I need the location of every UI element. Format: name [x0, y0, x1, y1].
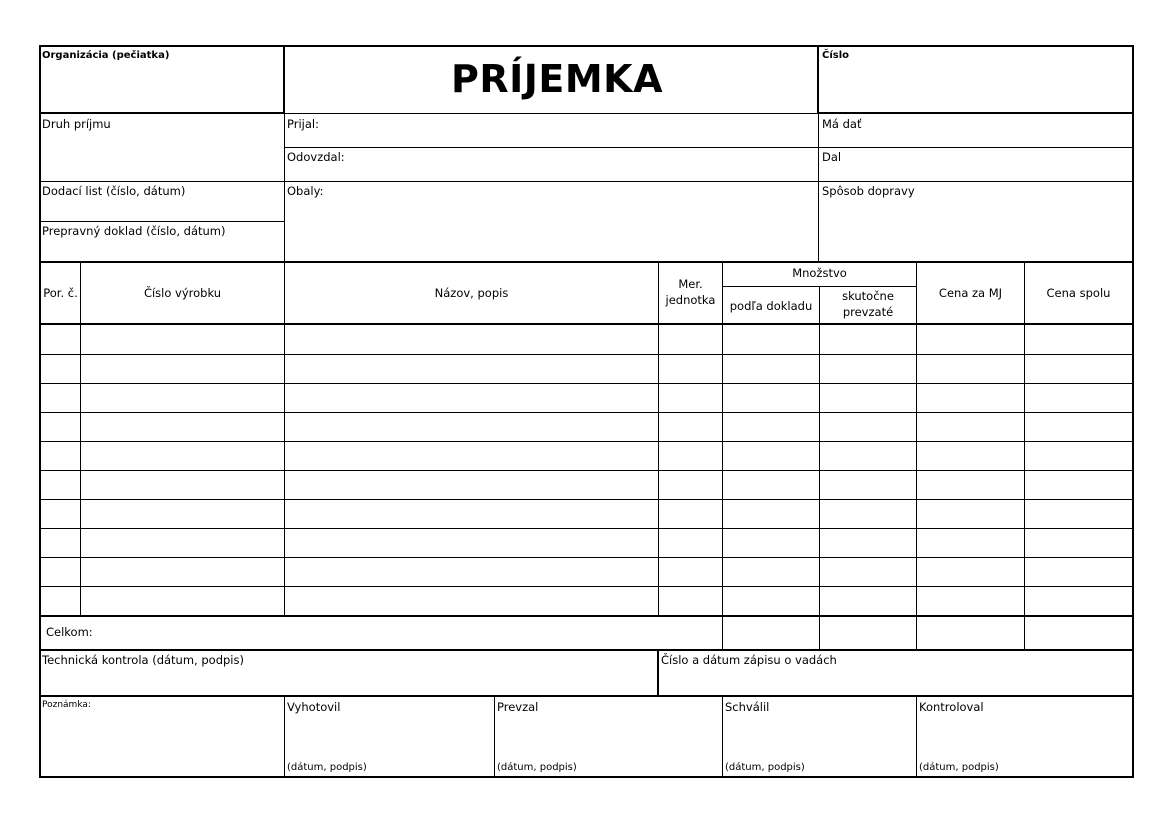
approved-date-sign: (dátum, podpis)	[725, 762, 805, 773]
receipt-form	[39, 45, 1134, 778]
transport-doc-label: Prepravný doklad (číslo, dátum)	[42, 224, 226, 238]
received-label: Prevzal	[497, 700, 539, 714]
table-header-bottom	[39, 323, 1134, 325]
col-header-unit-line2: jednotka	[665, 293, 716, 307]
table-row	[39, 354, 1134, 355]
tech-control-label: Technická kontrola (dátum, podpis)	[42, 653, 244, 667]
header-col-b	[818, 114, 819, 262]
table-row	[39, 557, 1134, 558]
credit-label: Dal	[822, 150, 842, 164]
col-3	[658, 263, 659, 616]
col-header-row-no: Por. č.	[43, 286, 78, 300]
number-box-left	[817, 45, 819, 114]
organization-label: Organizácia (pečiatka)	[42, 50, 170, 61]
col-header-unit-price: Cena za MJ	[938, 286, 1003, 300]
org-box-right	[283, 45, 285, 114]
header-line-4	[39, 221, 285, 222]
defect-record-label: Číslo a dátum zápisu o vadách	[661, 653, 837, 667]
packaging-label: Obaly:	[287, 184, 324, 198]
debit-label: Má dať	[822, 117, 862, 131]
page-title: PRÍJEMKA	[451, 57, 664, 101]
col-header-quantity: Množstvo	[792, 266, 847, 280]
col-2	[284, 263, 285, 616]
col-7	[1024, 263, 1025, 651]
prepared-label: Vyhotovil	[287, 700, 341, 714]
sign-col-4	[916, 697, 917, 776]
col-header-unit-line1: Mer.	[678, 277, 703, 291]
handed-by-label: Odovzdal:	[287, 150, 345, 164]
col-header-qty-actual	[820, 288, 916, 320]
table-row	[39, 470, 1134, 471]
note-label: Poznámka:	[42, 700, 91, 710]
header-line-1	[285, 113, 817, 114]
table-row	[39, 528, 1134, 529]
col-1	[80, 263, 81, 616]
receipt-type-label: Druh príjmu	[42, 117, 111, 131]
col-header-total-price: Cena spolu	[1046, 286, 1111, 300]
col-header-qty-doc: podľa dokladu	[729, 299, 813, 313]
header-col-a	[284, 114, 285, 262]
defect-box-left	[657, 651, 659, 696]
table-row	[39, 499, 1134, 500]
frame-bottom	[39, 776, 1134, 778]
header-line-3	[39, 181, 1134, 182]
delivery-note-label: Dodací list (číslo, dátum)	[42, 184, 186, 198]
org-box-bottom	[39, 112, 285, 114]
number-label: Číslo	[822, 50, 850, 61]
total-row-bottom	[39, 649, 1134, 651]
header-line-2	[285, 147, 1134, 148]
table-row	[39, 586, 1134, 587]
table-top	[39, 261, 1134, 263]
col-6	[916, 263, 917, 651]
col-header-product-no: Číslo výrobku	[143, 286, 222, 300]
table-body-bottom	[39, 615, 1134, 617]
table-row	[39, 412, 1134, 413]
col-header-qty-actual-line1: skutočne	[842, 289, 894, 303]
table-row	[39, 383, 1134, 384]
transport-mode-label: Spôsob dopravy	[822, 184, 915, 198]
checked-date-sign: (dátum, podpis)	[919, 762, 999, 773]
table-row	[39, 441, 1134, 442]
col-5	[819, 286, 820, 651]
number-box-bottom	[817, 112, 1134, 114]
received-by-label: Prijal:	[287, 117, 319, 131]
total-label: Celkom:	[46, 625, 93, 639]
col-header-unit	[659, 276, 722, 308]
sign-col-2	[494, 697, 495, 776]
sign-col-3	[722, 697, 723, 776]
col-header-name: Názov, popis	[434, 286, 509, 300]
sign-col-1	[284, 697, 285, 776]
prepared-date-sign: (dátum, podpis)	[287, 762, 367, 773]
tech-control-bottom	[39, 695, 1134, 697]
col-4	[722, 263, 723, 651]
approved-label: Schválil	[725, 700, 770, 714]
col-header-qty-actual-line2: prevzaté	[842, 305, 894, 319]
checked-label: Kontroloval	[919, 700, 984, 714]
frame-top	[39, 45, 1134, 47]
received-date-sign: (dátum, podpis)	[497, 762, 577, 773]
